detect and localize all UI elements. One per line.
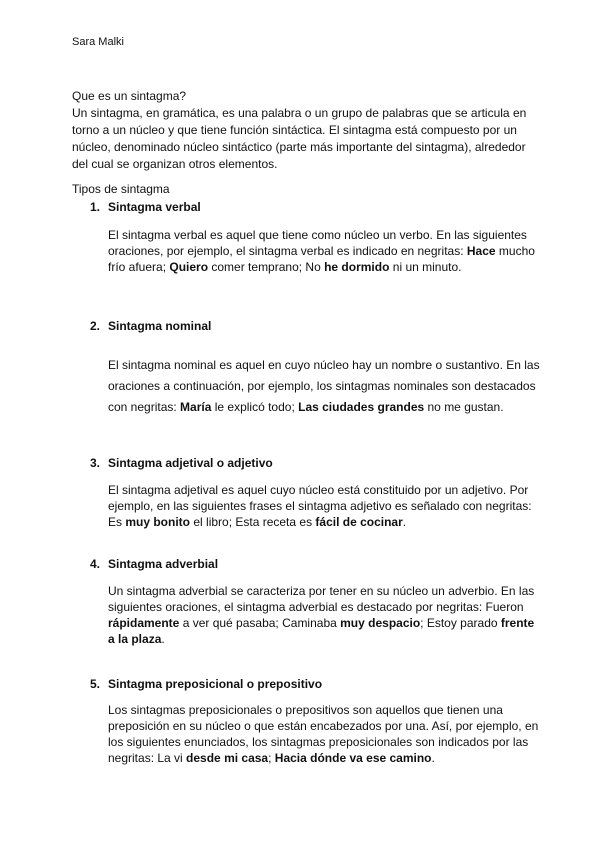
section-heading-adjetival (90, 456, 273, 470)
body-text: ; Estoy parado (420, 616, 501, 630)
intro-definition: Un sintagma, en gramática, es una palabra o un grupo de palabras que se articula en torno a un núcleo y que tiene función sintáctica. El sintagma está compuesto por un núcleo, denominado núcleo sintáctico (parte más importante del sintagma), alrededor del cual se organizan otros elementos. (72, 106, 527, 171)
section-heading-verbal (90, 200, 201, 214)
section-body-verbal (108, 227, 540, 275)
body-text: . (402, 515, 407, 529)
bold-example: desde mi casa (186, 751, 269, 765)
bold-example: he dormido (324, 260, 390, 274)
body-text: Un sintagma adverbial se caracteriza por tener en su núcleo un adverbio. En las siguientes oraciones, el sintagma adverbial es destacado por negritas: Fueron (108, 584, 535, 614)
bold-example: María (180, 400, 212, 414)
bold-example: Hace (466, 244, 496, 258)
bold-example: frente a la plaza (108, 616, 535, 646)
body-text: ; (268, 751, 275, 765)
section-number: 1. (90, 200, 101, 214)
bold-example: fácil de cocinar (315, 515, 403, 529)
section-heading-preposicional (90, 677, 322, 691)
body-text: El sintagma verbal es aquel que tiene como núcleo un verbo. En las siguientes oraciones, por ejemplo, el sintagma verbal es indicado en negritas: (108, 228, 527, 258)
body-text: comer temprano; No (208, 260, 325, 274)
bold-example: muy bonito (125, 515, 191, 529)
section-heading-nominal (90, 319, 211, 333)
types-title: Tipos de sintagma (72, 182, 170, 196)
body-text: . (161, 632, 165, 646)
section-title: Sintagma verbal (108, 200, 201, 214)
section-body-adjetival (108, 482, 540, 530)
section-title: Sintagma nominal (108, 319, 212, 333)
section-title: Sintagma adverbial (108, 557, 219, 571)
section-number: 3. (90, 456, 101, 470)
bold-example: Hacia dónde va ese camino (274, 751, 432, 765)
section-heading-adverbial (90, 557, 218, 571)
section-number: 2. (90, 319, 101, 333)
body-text: El sintagma nominal es aquel en cuyo núcleo hay un nombre o sustantivo. En las oraciones a continuación, por ejemplo, los sintagmas nominales son destacados con negritas: (108, 358, 540, 414)
bold-example: Quiero (169, 260, 209, 274)
bold-example: Las ciudades grandes (298, 400, 425, 414)
body-text: Los sintagmas preposicionales o prepositivos son aquellos que tienen una preposición en su núcleo o que están encabezados por una. Así, por ejemplo, en los siguientes enunciados, los sintagmas preposicionales son indicados por las negritas: La vi (108, 703, 539, 765)
bold-example: muy despacio (340, 616, 421, 630)
author-name: Sara Malki (72, 36, 124, 48)
section-body-preposicional (108, 702, 540, 766)
bold-example: rápidamente (108, 616, 180, 630)
section-number: 4. (90, 557, 101, 571)
section-body-nominal (108, 355, 540, 418)
body-text: no me gustan. (424, 400, 504, 414)
body-text: ni un minuto. (389, 260, 462, 274)
body-text: a ver qué pasaba; Caminaba (179, 616, 341, 630)
body-text: le explicó todo; (211, 400, 299, 414)
intro (72, 88, 542, 173)
section-title: Sintagma preposicional o prepositivo (108, 677, 323, 691)
section-number: 5. (90, 677, 101, 691)
body-text: el libro; Esta receta es (190, 515, 316, 529)
body-text: . (431, 751, 435, 765)
intro-question: Que es un sintagma? (72, 89, 187, 103)
body-text: mucho frío afuera; (108, 244, 535, 274)
section-title: Sintagma adjetival o adjetivo (108, 456, 273, 470)
body-text: El sintagma adjetival es aquel cuyo núcleo está constituido por un adjetivo. Por ejemplo, en las siguientes frases el sintagma adjetivo es señalado con negritas: Es (108, 483, 532, 529)
section-body-adverbial (108, 583, 540, 647)
